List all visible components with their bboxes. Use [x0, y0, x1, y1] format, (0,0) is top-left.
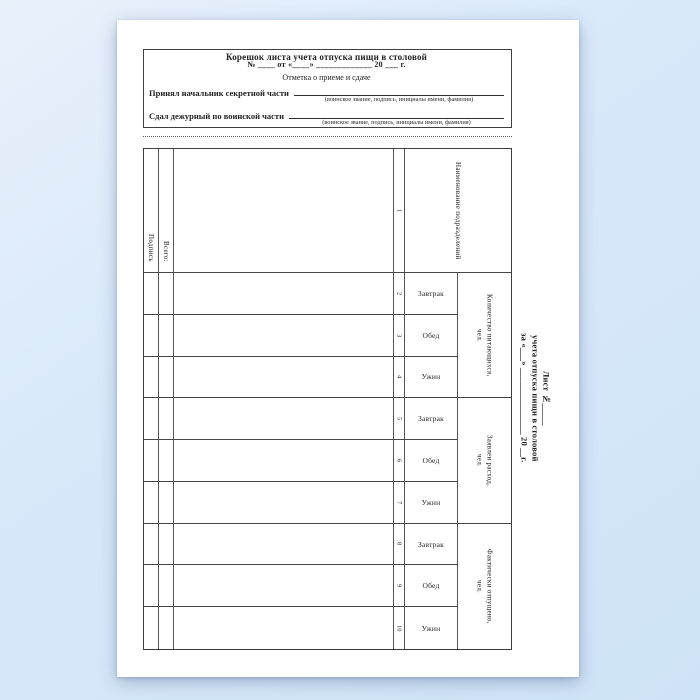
table-cell-empty — [174, 357, 394, 399]
meal-label: Завтрак — [405, 524, 458, 566]
table-cell-empty — [174, 273, 394, 315]
received-label: Принял начальник секретной части — [149, 88, 289, 98]
table-cell-empty — [174, 440, 394, 482]
table-cell-empty — [174, 398, 394, 440]
handed-label: Сдал дежурный по воинской части — [149, 111, 284, 121]
total-column-label: Всего: — [159, 149, 174, 273]
table-cell-empty — [159, 357, 174, 399]
table-cell-empty — [159, 482, 174, 524]
sheet-title — [513, 148, 557, 648]
column-number: 7 — [394, 482, 405, 524]
received-row — [149, 84, 504, 103]
table-cell-empty — [174, 565, 394, 607]
group-header-planned-count: Количество питающихся, чел. — [458, 273, 511, 398]
meal-label: Обед — [405, 565, 458, 607]
table-cell-empty — [159, 273, 174, 315]
meal-label: Завтрак — [405, 273, 458, 315]
sheet-title-line2: учета отпуска пищи в столовой — [530, 334, 541, 462]
column-number: 8 — [394, 524, 405, 566]
table-cell-empty — [144, 398, 159, 440]
table-cell-empty — [144, 273, 159, 315]
meal-label: Обед — [405, 315, 458, 357]
table-cell-empty — [174, 482, 394, 524]
table-cell-empty — [174, 315, 394, 357]
table-cell-empty — [159, 398, 174, 440]
table-cell-empty — [174, 607, 394, 649]
meal-label: Ужин — [405, 607, 458, 649]
stub-number-line: № ____ от «____» _____________ 20 ___ г. — [247, 60, 406, 69]
cut-line — [143, 136, 512, 137]
table-cell-empty — [159, 315, 174, 357]
column-number: 5 — [394, 398, 405, 440]
handed-row — [149, 107, 504, 126]
column-number: 4 — [394, 357, 405, 399]
column-number: 10 — [394, 607, 405, 649]
table-cell-empty — [159, 565, 174, 607]
table-cell-empty — [159, 440, 174, 482]
stub-section — [143, 49, 512, 128]
form-page — [117, 20, 579, 677]
sheet-title-line3: за «___» _______________ 20 __г. — [519, 333, 530, 463]
table-cell-empty — [159, 607, 174, 649]
table-cell-empty — [159, 524, 174, 566]
signature-hint: (воинское звание, подпись, инициалы имени, фамилия) — [322, 119, 471, 126]
group-header-declared-expense: Заявлен расход, чел. — [458, 398, 511, 523]
table-cell-empty — [144, 607, 159, 649]
received-signature-line — [294, 95, 504, 103]
record-table — [143, 148, 512, 650]
column-number: 2 — [394, 273, 405, 315]
column-number: 6 — [394, 440, 405, 482]
meal-label: Ужин — [405, 482, 458, 524]
stub-title: Корешок листа учета отпуска пищи в столовой — [225, 52, 428, 62]
column-number: 1 — [394, 149, 405, 273]
table-cell-empty — [144, 524, 159, 566]
table-cell-empty — [144, 315, 159, 357]
group-header-actually-issued: Фактически отпущено, чел. — [475, 548, 494, 624]
table-cell-empty — [144, 357, 159, 399]
table-cell-empty — [144, 482, 159, 524]
sheet-title-line1: Лист №_____ — [541, 370, 552, 426]
stub-subtitle: Отметка о приеме и сдаче — [282, 73, 371, 82]
table-cell-empty — [174, 524, 394, 566]
name-header: Наименование подразделений — [405, 149, 511, 273]
table-cell-empty — [174, 149, 394, 273]
handed-signature-line — [289, 118, 504, 126]
signature-column-label: Подпись — [144, 149, 159, 273]
column-number: 3 — [394, 315, 405, 357]
meal-label: Завтрак — [405, 398, 458, 440]
meal-label: Ужин — [405, 357, 458, 399]
meal-label: Обед — [405, 440, 458, 482]
table-cell-empty — [144, 565, 159, 607]
table-cell-empty — [144, 440, 159, 482]
signature-hint: (воинское звание, подпись, инициалы имени, фамилия) — [324, 96, 474, 103]
column-number: 9 — [394, 565, 405, 607]
